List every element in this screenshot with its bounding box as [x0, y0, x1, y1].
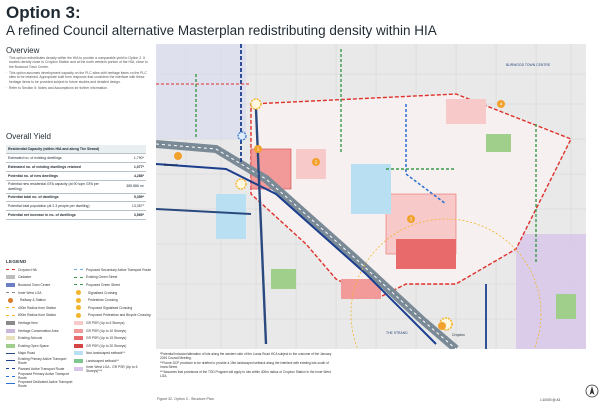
overview-body	[6, 56, 148, 92]
svg-text:3: 3	[409, 216, 413, 222]
legend-item	[6, 327, 76, 335]
legend-item	[6, 281, 76, 289]
legend-heading: LEGEND	[6, 259, 27, 264]
legend-swatch	[74, 336, 83, 340]
legend-item	[74, 365, 154, 373]
yield-row-label: Estimated no. of existing dwellings retained	[6, 163, 106, 172]
legend-swatch	[74, 351, 83, 355]
svg-text:4: 4	[499, 101, 503, 107]
legend-item	[74, 274, 154, 282]
legend-label: Inner West LGA - GR PSR (Up to 6 Storeys)***	[86, 364, 138, 373]
open-space	[556, 294, 576, 319]
legend-swatch	[6, 283, 15, 287]
yield-row-label: Potential total population (at 2.3 people per dwelling)	[6, 202, 106, 211]
non-landscaped-setback	[216, 194, 246, 239]
legend-label: Inner West LGA	[18, 290, 42, 295]
legend-item	[74, 334, 154, 342]
legend-item	[74, 266, 154, 274]
legend-swatch	[74, 367, 83, 371]
school-site	[351, 164, 391, 214]
yield-row-value: 1,790*	[106, 154, 146, 163]
pedestrian-crossing	[238, 132, 246, 140]
legend-item	[74, 296, 154, 304]
legend-swatch	[6, 368, 15, 369]
legend-label: Landscaped setback**	[86, 358, 119, 363]
scale-label: 1:10000 @ A3	[540, 398, 561, 402]
legend-item	[74, 319, 154, 327]
yield-row-value: 385,886 m²	[106, 180, 146, 193]
legend-swatch	[6, 344, 15, 348]
legend-item	[6, 319, 76, 327]
legend-swatch	[6, 383, 15, 384]
yield-heading: Overall Yield	[6, 132, 51, 141]
legend-swatch	[74, 269, 83, 270]
yield-row-label: Estimated no. of existing dwellings	[6, 154, 106, 163]
legend-item	[74, 281, 154, 289]
legend-label: Proposed Pedestrian and Bicycle Crossing	[88, 313, 151, 318]
legend-label: Cadastre	[18, 275, 32, 280]
legend-column-1	[6, 266, 76, 388]
legend-swatch	[74, 284, 83, 285]
legend-swatch	[6, 329, 15, 333]
yield-table	[6, 145, 146, 220]
yield-row-value: 3,569*	[106, 211, 146, 220]
map-notes	[160, 352, 335, 378]
legend-label: Signalised Crossing	[88, 290, 118, 295]
legend-label: GR PSR (Up to 20 Storeys)	[86, 343, 127, 348]
legend-label: Railway & Station	[20, 298, 46, 303]
station-marker	[174, 152, 182, 160]
legend-swatch	[6, 275, 15, 279]
legend-swatch	[6, 353, 15, 354]
yield-row-value: 1,077*	[106, 163, 146, 172]
density-block	[396, 239, 456, 269]
overview-paragraph: · This option redistributes density within the HIA to provide a comparable yield to Option 2. It locates density close to Croydon Station and at the north western portion of the HIA, close to the Burwood Town Centre.	[6, 56, 148, 69]
legend-swatch	[74, 359, 83, 363]
structure-plan-map	[156, 44, 586, 349]
legend-swatch	[74, 344, 83, 348]
north-arrow-icon	[585, 384, 599, 398]
legend-label: Major Road	[18, 351, 36, 356]
legend-label: Existing Schools	[18, 336, 43, 341]
legend-label: Existing Green Street	[86, 275, 118, 280]
legend-swatch	[74, 277, 83, 278]
legend-swatch	[6, 269, 15, 270]
legend-swatch	[76, 290, 81, 295]
legend-swatch	[6, 321, 15, 325]
legend-label: Non-landscaped setback**	[86, 351, 125, 356]
legend-label: GR PSR (Up to 10 Storeys)	[86, 328, 127, 333]
station-marker	[438, 322, 446, 330]
yield-row-label: Potential new residential GFA capacity (at 90 sqm GFA per dwelling)	[6, 180, 106, 193]
inner-west-precinct	[516, 234, 586, 349]
legend-label: GR PSR (Up to 15 Storeys)	[86, 336, 127, 341]
page-title: Option 3:	[6, 3, 81, 22]
note: **Future DCP provision to be drafted to provide a 15m landscaped setback along the interface with existing lots south of Irrara Street.	[160, 360, 329, 370]
legend-swatch	[76, 298, 81, 303]
legend-swatch	[76, 305, 81, 310]
yield-row-label: Potential total no. of dwellings	[6, 193, 106, 202]
page-subtitle: A refined Council alternative Masterplan redistributing density within HIA	[6, 23, 437, 38]
numbered-marker	[407, 215, 415, 223]
svg-text:2: 2	[314, 159, 318, 165]
legend-item	[74, 350, 154, 358]
legend-item	[6, 296, 76, 304]
legend-item	[74, 289, 154, 297]
legend-label: 400m Radius from Station	[18, 305, 57, 310]
legend-label: Croydon HIA	[18, 267, 37, 272]
legend-label: 800m Radius from Station	[18, 313, 57, 318]
legend-swatch	[74, 329, 83, 333]
yield-row-label: Potential net increase in no. of dwellings	[6, 211, 106, 220]
yield-row-label: Potential no. of new dwellings	[6, 171, 106, 180]
signalised-crossing	[236, 179, 246, 189]
legend-label: Existing Open Space	[18, 343, 49, 348]
legend-swatch	[74, 321, 83, 325]
legend-label: Heritage Item	[18, 320, 38, 325]
legend-swatch	[6, 307, 15, 308]
burwood-label: BURWOOD TOWN CENTRE	[506, 63, 551, 67]
legend-item	[6, 312, 76, 320]
numbered-marker	[497, 100, 505, 108]
open-space	[271, 269, 296, 289]
figure-caption: Figure 32. Option 3 - Structure Plan	[157, 397, 214, 401]
legend-label: Proposed Secondary Active Transport Route	[86, 267, 152, 272]
station-label: Croydon	[452, 333, 465, 337]
legend-label: Heritage Conservation Area	[18, 328, 59, 333]
legend-label: Existing Primary Active Transport Route	[18, 356, 67, 365]
burwood-town-centre-area	[156, 44, 246, 139]
yield-row-value: 4,288*	[106, 171, 146, 180]
legend-label: Burwood Town Centre	[18, 282, 51, 287]
legend-label: Pedestrian Crossing	[88, 298, 118, 303]
legend-item	[6, 266, 76, 274]
legend-swatch	[76, 313, 81, 318]
signalised-crossing	[251, 99, 261, 109]
legend-label: Proposed Signalised Crossing	[88, 305, 133, 310]
yield-row-value: 13,357*	[106, 202, 146, 211]
numbered-marker	[312, 158, 320, 166]
map-drawing	[156, 44, 586, 349]
legend-item	[6, 342, 76, 350]
numbered-marker	[254, 145, 262, 153]
legend-item	[6, 289, 76, 297]
legend-swatch	[8, 298, 13, 303]
legend-item	[6, 274, 76, 282]
legend-item	[74, 304, 154, 312]
legend-swatch	[6, 360, 15, 361]
legend-item	[74, 327, 154, 335]
legend-item	[6, 357, 76, 365]
open-space	[486, 134, 511, 152]
legend-label: Proposed Green Street	[86, 282, 120, 287]
legend-item	[6, 334, 76, 342]
legend-item	[6, 304, 76, 312]
legend-label: GR PSR (Up to 6 Storeys)	[86, 320, 125, 325]
legend-item	[74, 342, 154, 350]
station-label: Burwood	[164, 163, 178, 167]
legend-label: Planned Active Transport Route	[18, 366, 65, 371]
legend-label: Proposed Primary Active Transport Route	[18, 372, 69, 381]
legend-label: Proposed Dedicated Active Transport Route	[18, 379, 73, 388]
legend-swatch	[6, 292, 15, 293]
density-block	[446, 99, 486, 124]
legend-item	[74, 312, 154, 320]
overview-paragraph: · Refer to Section 5: Notes and Assumptions for further information.	[6, 86, 148, 90]
legend-swatch	[6, 315, 15, 316]
yield-row-value: 5,359*	[106, 193, 146, 202]
note: *Potential inclusion/alteration of lots along the western side of the Lucas Road HCA subject to the outcome of the January 2026 Council Meeting.	[160, 352, 332, 361]
density-block	[296, 149, 326, 179]
legend-column-2	[74, 266, 154, 372]
legend-swatch	[6, 376, 15, 377]
svg-text:1: 1	[256, 146, 260, 152]
strand-label: THE STRAND	[386, 331, 408, 335]
overview-heading: Overview	[6, 46, 40, 55]
overview-paragraph: · This option assumes development capacity on the PLC sites with heritage items on the PLC sites to be retained. Appropriate built form response that considers the interface with these heritage items to be provided subject to future studies and detailed design.	[6, 71, 148, 84]
note: ***Assumes that provisions of the TOD Program will apply to lots within 400m radius of Croydon Station in the Inner West LGA.	[160, 369, 331, 379]
legend-item	[6, 380, 76, 388]
legend-swatch	[6, 336, 15, 340]
yield-table-header: Residential Capacity (within HIA and along The Strand)	[6, 145, 146, 154]
